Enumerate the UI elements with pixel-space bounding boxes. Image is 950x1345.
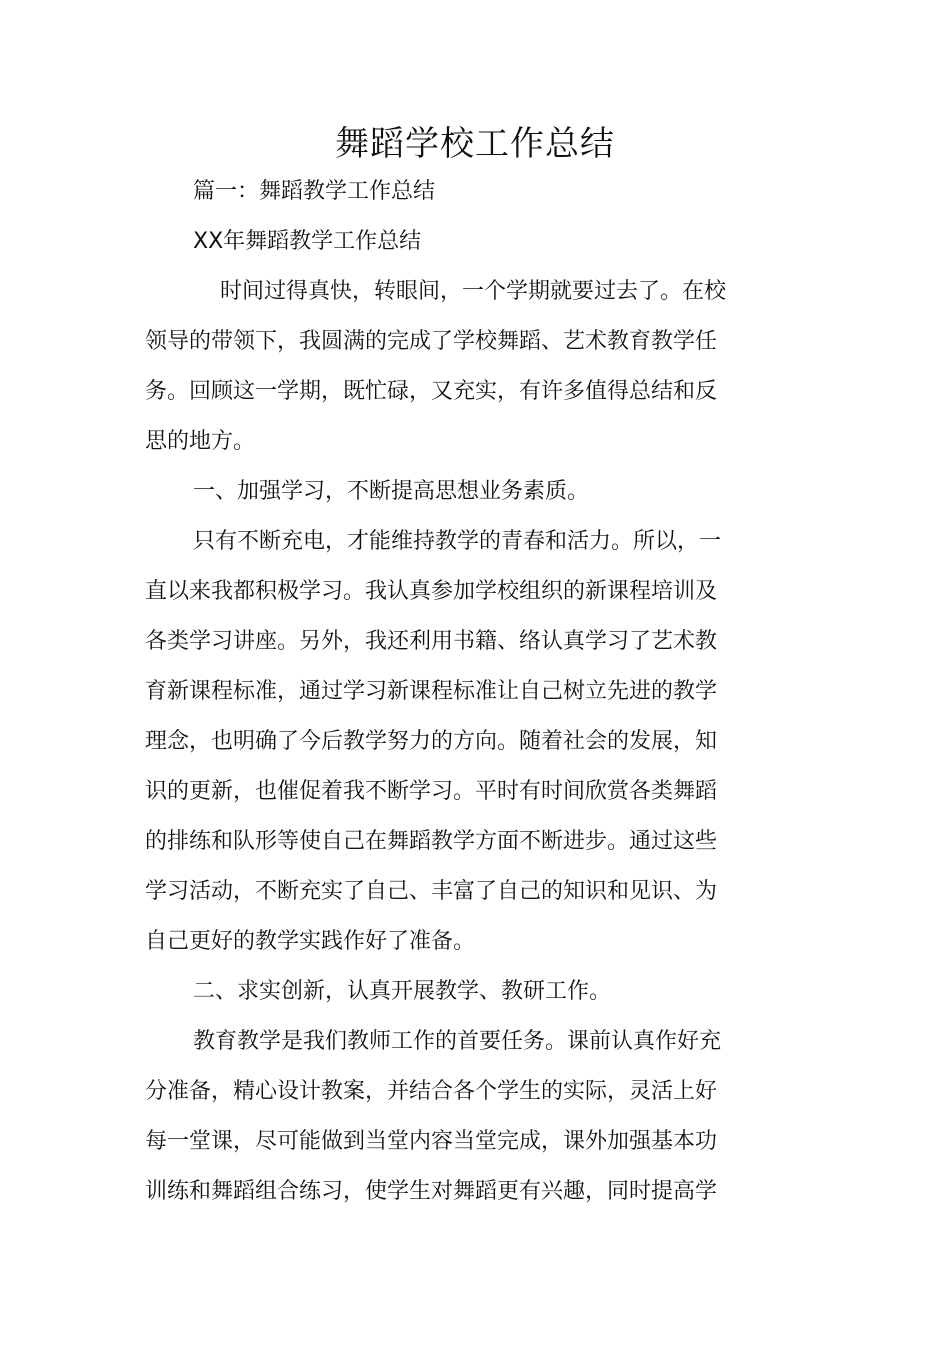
paragraph-line: 识的更新，也催促着我不断学习。平时有时间欣赏各类舞蹈 xyxy=(145,779,718,804)
document-title: 舞蹈学校工作总结 xyxy=(335,124,615,164)
section-heading: 篇一：舞蹈教学工作总结 xyxy=(193,179,436,204)
paragraph-line: 思的地方。 xyxy=(145,429,256,454)
section-heading: 二、求实创新，认真开展教学、教研工作。 xyxy=(193,979,612,1004)
section-heading: 一、加强学习，不断提高思想业务素质。 xyxy=(193,479,590,504)
paragraph-line: 育新课程标准，通过学习新课程标准让自己树立先进的教学 xyxy=(145,679,718,704)
paragraph-line: 分准备，精心设计教案，并结合各个学生的实际，灵活上好 xyxy=(145,1079,718,1104)
paragraph-line: 自己更好的教学实践作好了准备。 xyxy=(145,929,476,954)
paragraph-line: 教育教学是我们教师工作的首要任务。课前认真作好充 xyxy=(193,1029,722,1054)
paragraph-line: 的排练和队形等使自己在舞蹈教学方面不断进步。通过这些 xyxy=(145,829,718,854)
paragraph-line: 学习活动，不断充实了自己、丰富了自己的知识和见识、为 xyxy=(145,879,718,904)
subtitle: XX年舞蹈教学工作总结 xyxy=(193,229,422,254)
paragraph-line: 每一堂课，尽可能做到当堂内容当堂完成，课外加强基本功 xyxy=(145,1129,718,1154)
paragraph-line: 务。回顾这一学期，既忙碌，又充实，有许多值得总结和反 xyxy=(145,379,718,404)
paragraph-line: 直以来我都积极学习。我认真参加学校组织的新课程培训及 xyxy=(145,579,718,604)
paragraph-line: 各类学习讲座。另外，我还利用书籍、络认真学习了艺术教 xyxy=(145,629,718,654)
paragraph-line: 领导的带领下，我圆满的完成了学校舞蹈、艺术教育教学任 xyxy=(145,329,718,354)
paragraph-line: 时间过得真快，转眼间，一个学期就要过去了。在校 xyxy=(220,279,727,304)
paragraph-line: 训练和舞蹈组合练习，使学生对舞蹈更有兴趣，同时提高学 xyxy=(145,1179,718,1204)
paragraph-line: 只有不断充电，才能维持教学的青春和活力。所以，一 xyxy=(193,529,722,554)
paragraph-line: 理念，也明确了今后教学努力的方向。随着社会的发展，知 xyxy=(145,729,718,754)
